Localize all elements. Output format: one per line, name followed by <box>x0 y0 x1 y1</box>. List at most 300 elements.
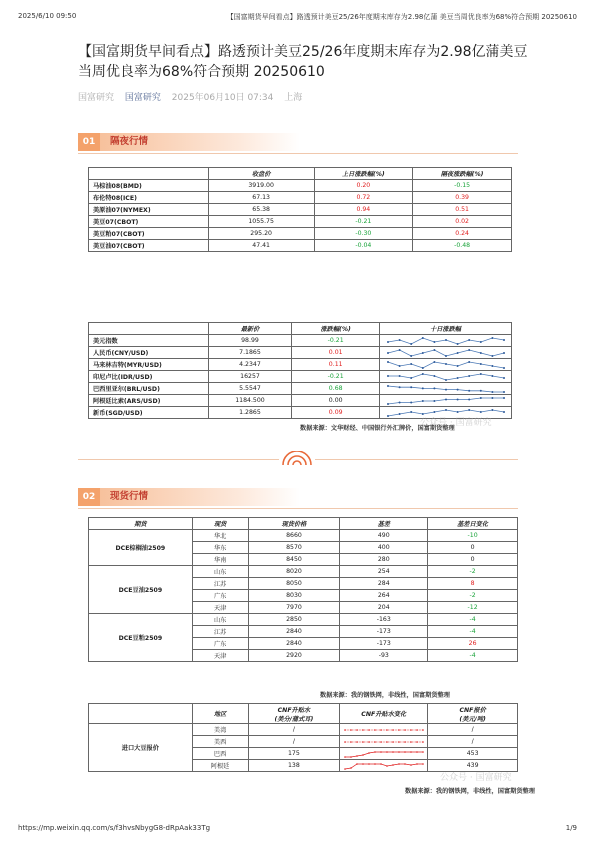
sparkline-point <box>362 741 364 743</box>
currency-name: 新币(SGD/USD) <box>89 407 209 419</box>
basis-change: -4 <box>428 626 518 638</box>
section-number: 02 <box>78 488 100 506</box>
cnf-price: / <box>428 724 518 736</box>
sparkline-point <box>479 363 481 365</box>
sparkline-point <box>374 751 376 753</box>
table-row <box>89 228 512 240</box>
region: 华北 <box>192 530 248 542</box>
column-header: 隔夜涨跌幅(%) <box>413 168 512 180</box>
page-number: 1/9 <box>565 824 577 832</box>
sparkline-point <box>416 729 418 731</box>
column-header: 基差日变化 <box>428 518 518 530</box>
table-row <box>89 240 512 252</box>
sparkline-point <box>468 339 470 341</box>
source-note-3: 数据来源：我的钢铁网，非线性，国富期货整理 <box>405 788 535 795</box>
location: 上海 <box>284 93 303 103</box>
sparkline-point <box>386 751 388 753</box>
print-title: 【国富期货早间看点】路透预计美豆25/26年度期末库存为2.98亿蒲 美豆当周优良率为68%符合预期 20250610 <box>226 13 577 21</box>
basis: -93 <box>340 650 428 662</box>
sparkline-point <box>468 375 470 377</box>
article-title: 【国富期货早间看点】路透预计美豆25/26年度期末库存为2.98亿蒲美豆当周优良率为68%符合预期 20250610 <box>78 44 528 80</box>
sparkline-point <box>398 386 400 388</box>
sparkline-point <box>491 337 493 339</box>
sparkline-point <box>398 751 400 753</box>
sparkline-point <box>362 763 364 765</box>
source-note-1: 数据来源：文华财经、中国银行外汇牌价，国富期货整理 <box>300 425 455 432</box>
sparkline-point <box>456 343 458 345</box>
sparkline-point <box>445 398 447 400</box>
ten-day-sparkline <box>384 372 508 382</box>
spot-price: 8660 <box>248 530 340 542</box>
sparkline-point <box>410 411 412 413</box>
sparkline-point <box>374 741 376 743</box>
table-row <box>89 204 512 216</box>
sparkline-point <box>350 741 352 743</box>
table-row <box>89 614 518 626</box>
sparkline-point <box>410 729 412 731</box>
change-pct: 0.01 <box>292 347 380 359</box>
sparkline-point <box>386 765 388 767</box>
sparkline-point <box>503 339 505 341</box>
sparkline-point <box>503 377 505 379</box>
sparkline-point <box>386 729 388 731</box>
table-row <box>89 347 512 359</box>
night-change: -0.48 <box>413 240 512 252</box>
column-header: 期货 <box>89 518 193 530</box>
sparkline-point <box>398 413 400 415</box>
region: 华南 <box>192 554 248 566</box>
column-header: 上日涨跌幅(%) <box>314 168 413 180</box>
basis: -163 <box>340 614 428 626</box>
sparkline-point <box>433 361 435 363</box>
currency-name: 马来林吉特(MYR/USD) <box>89 359 209 371</box>
sparkline-point <box>503 352 505 354</box>
sparkline-point <box>410 377 412 379</box>
column-header <box>89 323 209 335</box>
latest-price: 1.2865 <box>208 407 292 419</box>
section-label: 现货行情 <box>110 491 149 502</box>
sparkline-cell <box>380 371 512 383</box>
sparkline-point <box>491 375 493 377</box>
basis: 254 <box>340 566 428 578</box>
premium-change-cell <box>340 760 428 772</box>
sparkline-point <box>350 756 352 758</box>
table-row <box>89 566 518 578</box>
currency-name: 美元指数 <box>89 335 209 347</box>
import-group: 进口大豆报价 <box>89 724 193 772</box>
column-header: CNF升贴水 (美分/蒲式耳) <box>248 704 340 724</box>
sparkline-point <box>456 398 458 400</box>
sparkline-point <box>503 391 505 393</box>
basis-change: -2 <box>428 590 518 602</box>
spot-price: 2920 <box>248 650 340 662</box>
section-spot-header <box>78 488 518 506</box>
sparkline-point <box>503 367 505 369</box>
sparkline-point <box>491 409 493 411</box>
region: 山东 <box>192 566 248 578</box>
origin: 巴西 <box>192 748 248 760</box>
table-row <box>89 530 518 542</box>
sparkline-point <box>404 729 406 731</box>
sparkline-point <box>410 741 412 743</box>
latest-price: 98.99 <box>208 335 292 347</box>
close-price: 295.20 <box>208 228 314 240</box>
ten-day-sparkline <box>384 396 508 406</box>
sparkline-point <box>421 373 423 375</box>
spot-price: 7970 <box>248 602 340 614</box>
section-overnight-header <box>78 133 518 151</box>
sparkline-point <box>445 388 447 390</box>
table-row <box>89 383 512 395</box>
premium-change-cell <box>340 748 428 760</box>
table-row <box>89 359 512 371</box>
sparkline-point <box>368 763 370 765</box>
table-row <box>89 395 512 407</box>
watermark: 公众号 · 国富研究 <box>420 418 492 428</box>
basis-change: -10 <box>428 530 518 542</box>
import-soybean-table <box>88 703 518 772</box>
premium-change-cell <box>340 736 428 748</box>
table-row <box>89 192 512 204</box>
column-header: 现货 <box>192 518 248 530</box>
table-row <box>89 216 512 228</box>
sparkline-point <box>404 763 406 765</box>
sparkline-point <box>491 391 493 393</box>
instrument-name: 美豆油07(CBOT) <box>89 240 209 252</box>
sparkline-point <box>398 741 400 743</box>
sparkline-point <box>468 361 470 363</box>
sparkline-point <box>387 361 389 363</box>
cnf-premium: / <box>248 736 340 748</box>
sparkline-point <box>491 355 493 357</box>
region: 山东 <box>192 614 248 626</box>
sparkline-point <box>362 754 364 756</box>
sparkline-point <box>387 375 389 377</box>
futures-contract: DCE棕榈油2509 <box>89 530 193 566</box>
sparkline-point <box>380 729 382 731</box>
sparkline-point <box>468 389 470 391</box>
sparkline-cell <box>380 395 512 407</box>
latest-price: 4.2347 <box>208 359 292 371</box>
night-change: -0.15 <box>413 180 512 192</box>
sparkline-point <box>479 411 481 413</box>
origin: 美湾 <box>192 724 248 736</box>
currency-name: 阿根廷比索(ARS/USD) <box>89 395 209 407</box>
sparkline-point <box>422 763 424 765</box>
basis: 490 <box>340 530 428 542</box>
sparkline-point <box>387 341 389 343</box>
change-pct: 0.68 <box>292 383 380 395</box>
sparkline-point <box>433 387 435 389</box>
sparkline-point <box>445 409 447 411</box>
column-header: CNF报价 (美元/吨) <box>428 704 518 724</box>
sparkline-point <box>362 729 364 731</box>
sparkline-point <box>398 763 400 765</box>
sparkline-point <box>445 379 447 381</box>
sparkline-point <box>398 401 400 403</box>
account-link[interactable]: 国富研究 <box>124 93 161 103</box>
sparkline-point <box>468 398 470 400</box>
close-price: 47.41 <box>208 240 314 252</box>
sparkline-point <box>456 365 458 367</box>
sparkline-point <box>356 741 358 743</box>
futures-contract: DCE豆粕2509 <box>89 614 193 662</box>
column-header: 基差 <box>340 518 428 530</box>
sparkline-point <box>410 386 412 388</box>
basis-change: -2 <box>428 566 518 578</box>
spot-price: 2840 <box>248 626 340 638</box>
spot-price: 8570 <box>248 542 340 554</box>
sparkline-point <box>404 741 406 743</box>
sparkline-point <box>468 349 470 351</box>
sparkline-point <box>421 400 423 402</box>
sparkline-point <box>398 349 400 351</box>
basis: 264 <box>340 590 428 602</box>
sparkline-point <box>344 741 346 743</box>
column-header: 十日涨跌幅 <box>380 323 512 335</box>
ten-day-sparkline <box>384 348 508 358</box>
prev-change: 0.72 <box>314 192 413 204</box>
ten-day-sparkline <box>384 384 508 394</box>
column-header: CNF升贴水变化 <box>340 704 428 724</box>
basis: -173 <box>340 626 428 638</box>
sparkline-point <box>410 764 412 766</box>
prev-change: -0.21 <box>314 216 413 228</box>
sparkline-point <box>456 411 458 413</box>
sparkline-cell <box>380 347 512 359</box>
sparkline-point <box>421 367 423 369</box>
table-row <box>89 371 512 383</box>
sparkline-point <box>433 411 435 413</box>
basis-change: 0 <box>428 554 518 566</box>
sparkline-point <box>421 387 423 389</box>
spot-price: 8450 <box>248 554 340 566</box>
sparkline-point <box>344 756 346 758</box>
ornament-icon <box>279 451 315 467</box>
sparkline-point <box>491 397 493 399</box>
region: 天津 <box>192 650 248 662</box>
sparkline-point <box>456 388 458 390</box>
sparkline-point <box>404 751 406 753</box>
prev-change: 0.94 <box>314 204 413 216</box>
sparkline-point <box>386 741 388 743</box>
basis-change: -12 <box>428 602 518 614</box>
region: 江苏 <box>192 626 248 638</box>
sparkline-point <box>421 352 423 354</box>
change-pct: -0.21 <box>292 335 380 347</box>
prev-change: -0.04 <box>314 240 413 252</box>
latest-price: 16257 <box>208 371 292 383</box>
sparkline-point <box>410 751 412 753</box>
sparkline-point <box>392 741 394 743</box>
basis-change: -4 <box>428 650 518 662</box>
sparkline-point <box>479 389 481 391</box>
night-change: 0.51 <box>413 204 512 216</box>
column-header: 地区 <box>192 704 248 724</box>
close-price: 67.13 <box>208 192 314 204</box>
spot-price: 8030 <box>248 590 340 602</box>
table-row <box>89 180 512 192</box>
premium-change-sparkline <box>342 725 426 735</box>
sparkline-point <box>368 741 370 743</box>
sparkline-point <box>387 415 389 417</box>
column-header: 现货价格 <box>248 518 340 530</box>
region: 天津 <box>192 602 248 614</box>
sparkline-point <box>479 352 481 354</box>
spot-price: 8050 <box>248 578 340 590</box>
currency-name: 印尼卢比(IDR/USD) <box>89 371 209 383</box>
sparkline-cell <box>380 335 512 347</box>
premium-change-sparkline <box>342 749 426 759</box>
sparkline-point <box>387 403 389 405</box>
sparkline-point <box>433 341 435 343</box>
sparkline-point <box>398 729 400 731</box>
basis-change: -4 <box>428 614 518 626</box>
sparkline-point <box>410 401 412 403</box>
change-pct: 0.00 <box>292 395 380 407</box>
cnf-price: 439 <box>428 760 518 772</box>
latest-price: 1184.500 <box>208 395 292 407</box>
column-header: 最新价 <box>208 323 292 335</box>
page-url[interactable]: https://mp.weixin.qq.com/s/f3hvsNbygG8-dRpAak33Tg <box>18 824 211 832</box>
publish-datetime: 2025年06月10日 07:34 <box>171 93 274 103</box>
sparkline-point <box>479 373 481 375</box>
sparkline-point <box>398 375 400 377</box>
watermark: 公众号 · 国富研究 <box>440 773 512 783</box>
instrument-name: 马棕油08(BMD) <box>89 180 209 192</box>
instrument-name: 美原油07(NYMEX) <box>89 204 209 216</box>
table-row <box>89 724 518 736</box>
sparkline-point <box>374 763 376 765</box>
sparkline-point <box>344 768 346 770</box>
basis: 284 <box>340 578 428 590</box>
night-change: 0.24 <box>413 228 512 240</box>
basis: 400 <box>340 542 428 554</box>
origin: 阿根廷 <box>192 760 248 772</box>
basis: -173 <box>340 638 428 650</box>
column-header <box>89 704 193 724</box>
column-header <box>89 168 209 180</box>
section-label: 隔夜行情 <box>110 136 149 147</box>
sparkline-point <box>380 751 382 753</box>
cnf-premium: 175 <box>248 748 340 760</box>
sparkline-point <box>491 365 493 367</box>
sparkline-point <box>456 377 458 379</box>
region: 华东 <box>192 542 248 554</box>
spot-basis-table <box>88 517 518 662</box>
basis: 204 <box>340 602 428 614</box>
change-pct: -0.21 <box>292 371 380 383</box>
sparkline-point <box>416 751 418 753</box>
sparkline-point <box>433 349 435 351</box>
sparkline-point <box>416 763 418 765</box>
sparkline-point <box>445 355 447 357</box>
origin: 美西 <box>192 736 248 748</box>
article-meta <box>78 90 310 103</box>
close-price: 65.38 <box>208 204 314 216</box>
sparkline-point <box>410 343 412 345</box>
sparkline-point <box>392 751 394 753</box>
sparkline-point <box>344 729 346 731</box>
cnf-premium: / <box>248 724 340 736</box>
table-row <box>89 335 512 347</box>
source-note-2: 数据来源：我的钢铁网，非线性，国富期货整理 <box>320 692 450 699</box>
change-pct: 0.11 <box>292 359 380 371</box>
currency-name: 巴西里亚尔(BRL/USD) <box>89 383 209 395</box>
sparkline-point <box>503 411 505 413</box>
spot-price: 2840 <box>248 638 340 650</box>
latest-price: 7.1865 <box>208 347 292 359</box>
basis-change: 0 <box>428 542 518 554</box>
basis-change: 8 <box>428 578 518 590</box>
sparkline-point <box>374 729 376 731</box>
instrument-name: 美豆粕07(CBOT) <box>89 228 209 240</box>
instrument-name: 美豆07(CBOT) <box>89 216 209 228</box>
sparkline-cell <box>380 383 512 395</box>
sparkline-point <box>421 337 423 339</box>
instrument-name: 布伦特08(ICE) <box>89 192 209 204</box>
cnf-price: 453 <box>428 748 518 760</box>
sparkline-point <box>356 729 358 731</box>
sparkline-point <box>433 375 435 377</box>
sparkline-point <box>445 339 447 341</box>
sparkline-point <box>392 764 394 766</box>
sparkline-point <box>503 397 505 399</box>
sparkline-point <box>380 741 382 743</box>
sparkline-point <box>368 752 370 754</box>
change-pct: 0.09 <box>292 407 380 419</box>
sparkline-point <box>368 729 370 731</box>
premium-change-sparkline <box>342 761 426 771</box>
sparkline-point <box>398 339 400 341</box>
currency-name: 人民币(CNY/USD) <box>89 347 209 359</box>
sparkline-point <box>479 341 481 343</box>
column-header: 涨跌幅(%) <box>292 323 380 335</box>
column-header: 收盘价 <box>208 168 314 180</box>
sparkline-point <box>380 763 382 765</box>
sparkline-point <box>398 365 400 367</box>
basis: 280 <box>340 554 428 566</box>
sparkline-point <box>350 767 352 769</box>
cnf-price: / <box>428 736 518 748</box>
sparkline-point <box>356 763 358 765</box>
section-number: 01 <box>78 133 100 151</box>
cnf-premium: 138 <box>248 760 340 772</box>
basis-change: 26 <box>428 638 518 650</box>
print-date: 2025/6/10 09:50 <box>18 12 77 20</box>
author: 国富研究 <box>78 93 115 103</box>
sparkline-point <box>445 363 447 365</box>
sparkline-point <box>468 409 470 411</box>
overnight-table <box>88 167 512 252</box>
night-change: 0.02 <box>413 216 512 228</box>
sparkline-point <box>422 729 424 731</box>
close-price: 1055.75 <box>208 216 314 228</box>
sparkline-point <box>410 363 412 365</box>
sparkline-point <box>410 355 412 357</box>
sparkline-point <box>422 751 424 753</box>
night-change: 0.39 <box>413 192 512 204</box>
latest-price: 5.5547 <box>208 383 292 395</box>
spot-price: 8020 <box>248 566 340 578</box>
sparkline-point <box>350 729 352 731</box>
spot-price: 2850 <box>248 614 340 626</box>
close-price: 3919.00 <box>208 180 314 192</box>
sparkline-point <box>392 729 394 731</box>
sparkline-point <box>433 400 435 402</box>
region: 广东 <box>192 590 248 602</box>
prev-change: 0.20 <box>314 180 413 192</box>
